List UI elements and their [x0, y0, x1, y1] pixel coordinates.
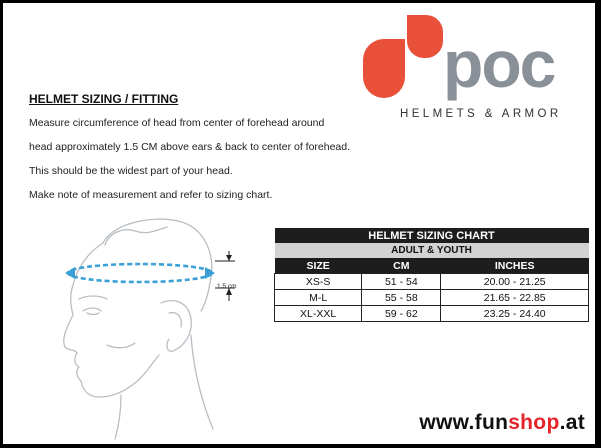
instruction-line: This should be the widest part of your head. — [29, 165, 233, 177]
cm-cell: 51 - 54 — [362, 274, 441, 290]
poc-logo — [363, 15, 593, 125]
site-prefix: www.fun — [419, 411, 509, 434]
page-heading: HELMET SIZING / FITTING — [29, 92, 179, 106]
column-header: INCHES — [441, 258, 589, 274]
column-header: CM — [362, 258, 441, 274]
size-cell: XS-S — [275, 274, 362, 290]
chart-title: HELMET SIZING CHART — [275, 228, 589, 243]
cm-cell: 55 - 58 — [362, 290, 441, 306]
size-cell: XL-XXL — [275, 306, 362, 322]
site-suffix: .at — [559, 411, 585, 434]
measurement-label: 1.5 cm — [217, 283, 237, 290]
sizing-card — [3, 3, 595, 444]
logo-red-shapes — [363, 15, 443, 103]
table-row — [275, 290, 589, 306]
inches-cell: 23.25 - 24.40 — [441, 306, 589, 322]
instruction-line: Measure circumference of head from center of forehead around — [29, 117, 325, 129]
table-row — [275, 306, 589, 322]
logo-tagline: HELMETS & ARMOR — [400, 108, 562, 120]
size-cell: M-L — [275, 290, 362, 306]
head-measurement-illustration — [43, 215, 273, 441]
cm-cell: 59 - 62 — [362, 306, 441, 322]
sizing-chart-table — [274, 228, 589, 322]
inches-cell: 20.00 - 21.25 — [441, 274, 589, 290]
instruction-line: Make note of measurement and refer to sizing chart. — [29, 189, 273, 201]
site-highlight: shop — [508, 411, 560, 434]
website-link[interactable] — [419, 411, 585, 435]
table-row — [275, 274, 589, 290]
logo-wordmark: poc — [443, 27, 555, 101]
chart-subtitle: ADULT & YOUTH — [275, 243, 589, 258]
instruction-line: head approximately 1.5 CM above ears & back to center of forehead. — [29, 141, 351, 153]
inches-cell: 21.65 - 22.85 — [441, 290, 589, 306]
table-header-row — [275, 258, 589, 274]
column-header: SIZE — [275, 258, 362, 274]
